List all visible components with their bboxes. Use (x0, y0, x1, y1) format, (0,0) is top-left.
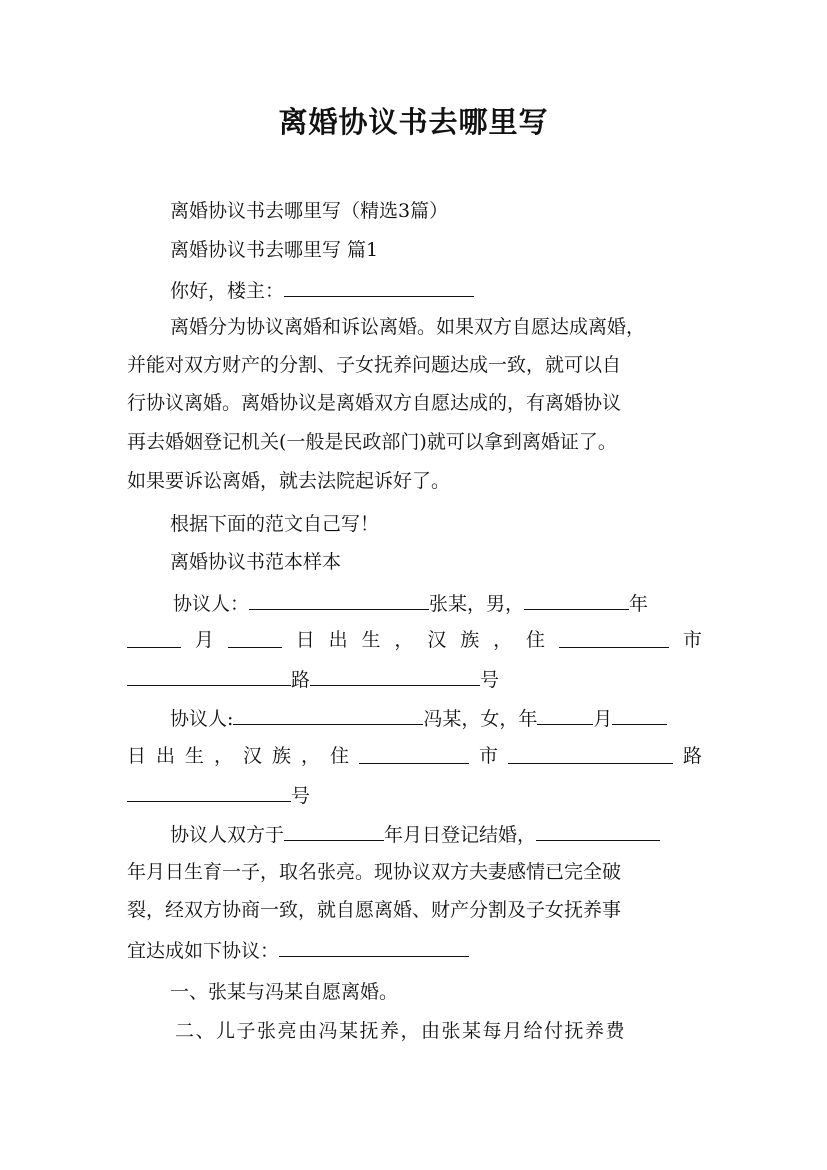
party1-number: 号 (480, 669, 500, 691)
word-char: 住 (526, 629, 546, 651)
section-heading: 离婚协议书去哪里写 篇1 (170, 239, 379, 261)
party1-line2 (127, 621, 702, 659)
paragraph-line: 行协议离婚。离婚协议是离婚双方自愿达成的，有离婚协议 (127, 392, 622, 414)
word-char: 汉 (243, 745, 263, 767)
blank-field (612, 698, 667, 725)
word-char: 出 (328, 629, 348, 651)
blank-field (536, 814, 660, 841)
party1-month: 月 (194, 629, 214, 651)
blank-field (228, 621, 282, 648)
party1-name: 张某，男， (429, 593, 525, 615)
word-char: 日 (295, 629, 315, 651)
blank-field (284, 270, 474, 297)
blank-field (524, 583, 629, 610)
party1-city: 市 (682, 629, 702, 651)
party1-line1 (173, 583, 702, 621)
word-char: ， (394, 629, 414, 651)
blank-field (127, 659, 291, 686)
word-char: ， (493, 629, 513, 651)
party2-line1 (170, 698, 702, 736)
para4-mid: 年月日登记结婚， (384, 824, 537, 846)
paragraph-line: 并能对双方财产的分割、子女抚养问题达成一致，就可以自 (127, 354, 622, 376)
party2-city: 市 (478, 745, 498, 767)
greeting-text: 你好，楼主： (170, 280, 285, 302)
blank-field (310, 659, 480, 686)
paragraph-line: 离婚协议书范本样本 (170, 551, 342, 573)
blank-field (279, 930, 469, 957)
document-title: 离婚协议书去哪里写 (278, 105, 549, 139)
word-char: 出 (156, 745, 176, 767)
party2-number: 号 (291, 785, 311, 807)
paragraph-line: 再去婚姻登记机关(一般是民政部门)就可以拿到离婚证了。 (127, 431, 617, 453)
party1-road: 路 (291, 669, 311, 691)
paragraph-line: 根据下面的范文自己写！ (170, 513, 380, 535)
blank-field (127, 621, 181, 648)
paragraph-line: 如果要诉讼离婚，就去法院起诉好了。 (127, 470, 451, 492)
paragraph-line: 离婚分为协议离婚和诉讼离婚。如果双方自愿达成离婚， (170, 316, 646, 338)
para4-start: 协议人双方于 (170, 824, 285, 846)
word-char: 汉 (427, 629, 447, 651)
blank-field (537, 698, 593, 725)
party2-label: 协议人: (170, 708, 234, 730)
blank-field (127, 775, 291, 802)
word-char: 日 (127, 745, 147, 767)
party2-name: 冯某，女，年 (423, 708, 538, 730)
word-char: ， (214, 745, 234, 767)
party2-month: 月 (593, 708, 613, 730)
word-char: 族 (272, 745, 292, 767)
party2-line3 (127, 775, 702, 813)
word-char: 住 (330, 745, 350, 767)
blank-field (233, 698, 423, 725)
blank-field (508, 737, 673, 764)
party1-year: 年 (629, 593, 649, 615)
greeting-line (170, 270, 702, 308)
word-char: 生 (185, 745, 205, 767)
blank-field (284, 814, 384, 841)
party1-label: 协议人： (173, 593, 250, 615)
para4-line1 (170, 814, 702, 852)
party1-line3 (127, 659, 702, 697)
word-char: 生 (361, 629, 381, 651)
blank-field (559, 621, 669, 648)
para4-line4 (127, 930, 702, 968)
document-subtitle: 离婚协议书去哪里写（精选3篇） (170, 200, 449, 222)
party2-line2 (127, 737, 702, 775)
paragraph-line: 裂，经双方协商一致，就自愿离婚、财产分割及子女抚养事 (127, 899, 622, 921)
clause-item: 一、张某与冯某自愿离婚。 (170, 981, 399, 1003)
word-char: 族 (460, 629, 480, 651)
blank-field (359, 737, 469, 764)
para4-line4-text: 宜达成如下协议： (127, 940, 280, 962)
blank-field (249, 583, 429, 610)
party2-road: 路 (682, 745, 702, 767)
clause-item: 二、儿子张亮由冯某抚养，由张某每月给付抚养费 (175, 1020, 627, 1042)
word-char: ， (301, 745, 321, 767)
paragraph-line: 年月日生育一子，取名张亮。现协议双方夫妻感情已完全破 (127, 861, 622, 883)
